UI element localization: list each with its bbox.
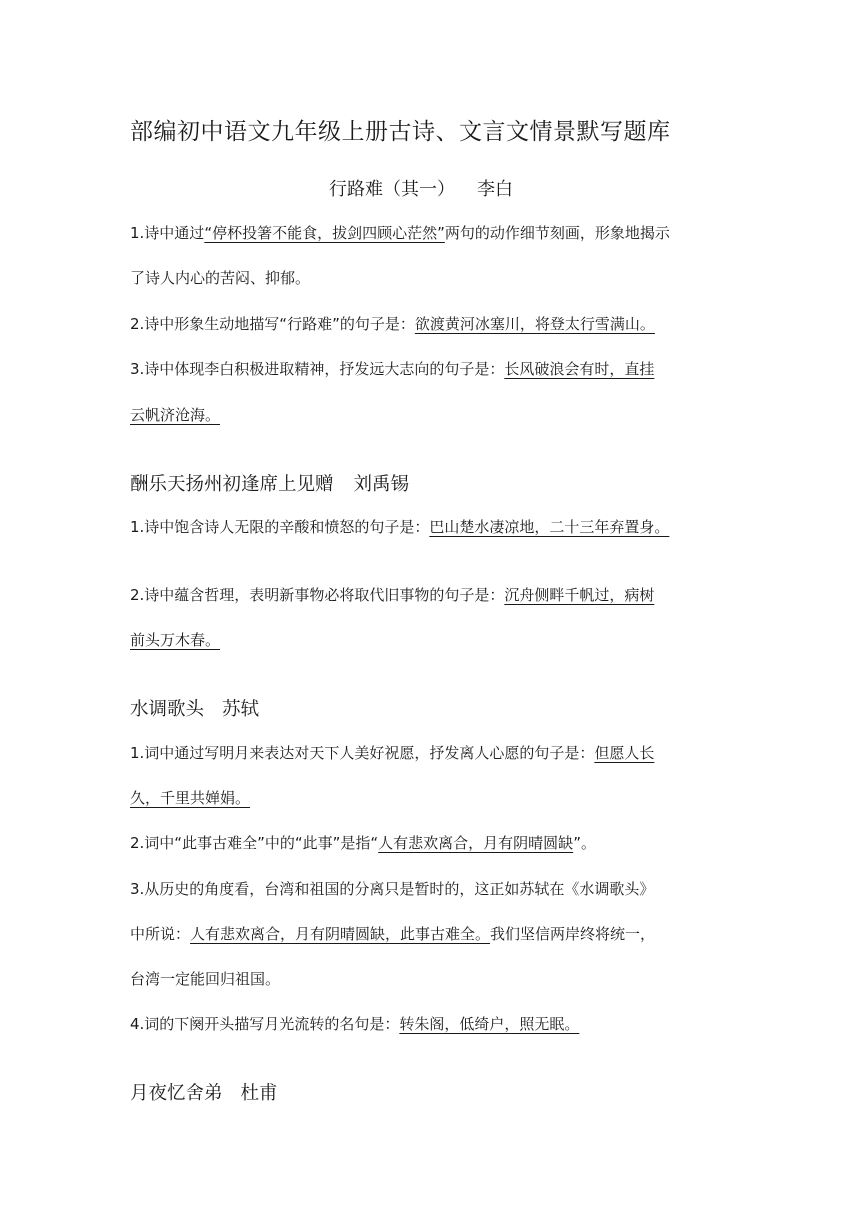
answer-text: 前头万木春。: [130, 631, 221, 649]
poem-title: 月夜忆舍弟: [130, 1083, 223, 1104]
answer-text: 转朱阁，低绮户，照无眠。: [399, 1015, 580, 1033]
poem-title: 行路难（其一）: [329, 179, 455, 200]
question-line: 了诗人内心的苦闷、抑郁。: [130, 269, 311, 287]
question-line: 1.词中通过写明月来表达对天下人美好祝愿，抒发离人心愿的句子是：但愿人长: [130, 744, 655, 762]
document-title: 部编初中语文九年级上册古诗、文言文情景默写题库: [130, 119, 671, 145]
question-line: 3.诗中体现李白积极进取精神，抒发远大志向的句子是：长风破浪会有时，直挂: [130, 360, 655, 378]
question-line: 1.诗中通过“停杯投箸不能食，拔剑四顾心茫然”两句的动作细节刻画，形象地揭示: [130, 224, 670, 242]
question-line: 中所说：人有悲欢离合，月有阴晴圆缺，此事古难全。我们坚信两岸终将统一，: [130, 925, 656, 943]
answer-text: “停杯投箸不能食，拔剑四顾心茫然”: [204, 224, 445, 242]
answer-text: 但愿人长: [594, 744, 655, 762]
question-line: 2.诗中形象生动地描写“行路难”的句子是：欲渡黄河冰塞川，将登太行雪满山。: [130, 315, 655, 333]
answer-text: 久，千里共婵娟。: [130, 789, 251, 807]
poem-heading-shuidiaogetou: [130, 695, 259, 721]
answer-text: 欲渡黄河冰塞川，将登太行雪满山。: [414, 315, 655, 333]
question-line: 1.诗中饱含诗人无限的辛酸和愤怒的句子是：巴山楚水凄凉地，二十三年弃置身。: [130, 518, 670, 536]
poem-heading-choulet: [130, 470, 409, 496]
question-line: [130, 787, 250, 808]
answer-text: 沉舟侧畔千帆过，病树: [504, 586, 655, 604]
question-line: 台湾一定能回归祖国。: [130, 970, 281, 988]
poem-heading-xinglunan: [329, 175, 513, 201]
poem-author: 刘禹锡: [353, 474, 410, 495]
poem-author: 杜甫: [240, 1083, 278, 1104]
question-line: [130, 404, 220, 425]
question-line: 2.词中“此事古难全”中的“此事”是指“人有悲欢离合，月有阴晴圆缺”。: [130, 834, 596, 852]
answer-text: 云帆济沧海。: [130, 406, 221, 424]
poem-title: 水调歌头: [130, 699, 205, 720]
question-line: 3.从历史的角度看，台湾和祖国的分离只是暂时的，这正如苏轼在《水调歌头》: [130, 880, 655, 898]
poem-title: 酬乐天扬州初逢席上见赠: [130, 474, 334, 495]
answer-text: 长风破浪会有时，直挂: [504, 360, 655, 378]
answer-text: 人有悲欢离合，月有阴晴圆缺，此事古难全。: [190, 925, 491, 943]
poem-heading-yueyeyishedi: [130, 1079, 278, 1105]
answer-text: 人有悲欢离合，月有阴晴圆缺: [378, 834, 574, 852]
question-line: 4.词的下阕开头描写月光流转的名句是：转朱阁，低绮户，照无眠。: [130, 1015, 580, 1033]
answer-text: 巴山楚水凄凉地，二十三年弃置身。: [429, 518, 670, 536]
question-line: 2.诗中蕴含哲理，表明新事物必将取代旧事物的句子是：沉舟侧畔千帆过，病树: [130, 586, 655, 604]
poem-author: 苏轼: [222, 699, 260, 720]
question-line: [130, 629, 220, 650]
poem-author: 李白: [477, 179, 513, 200]
